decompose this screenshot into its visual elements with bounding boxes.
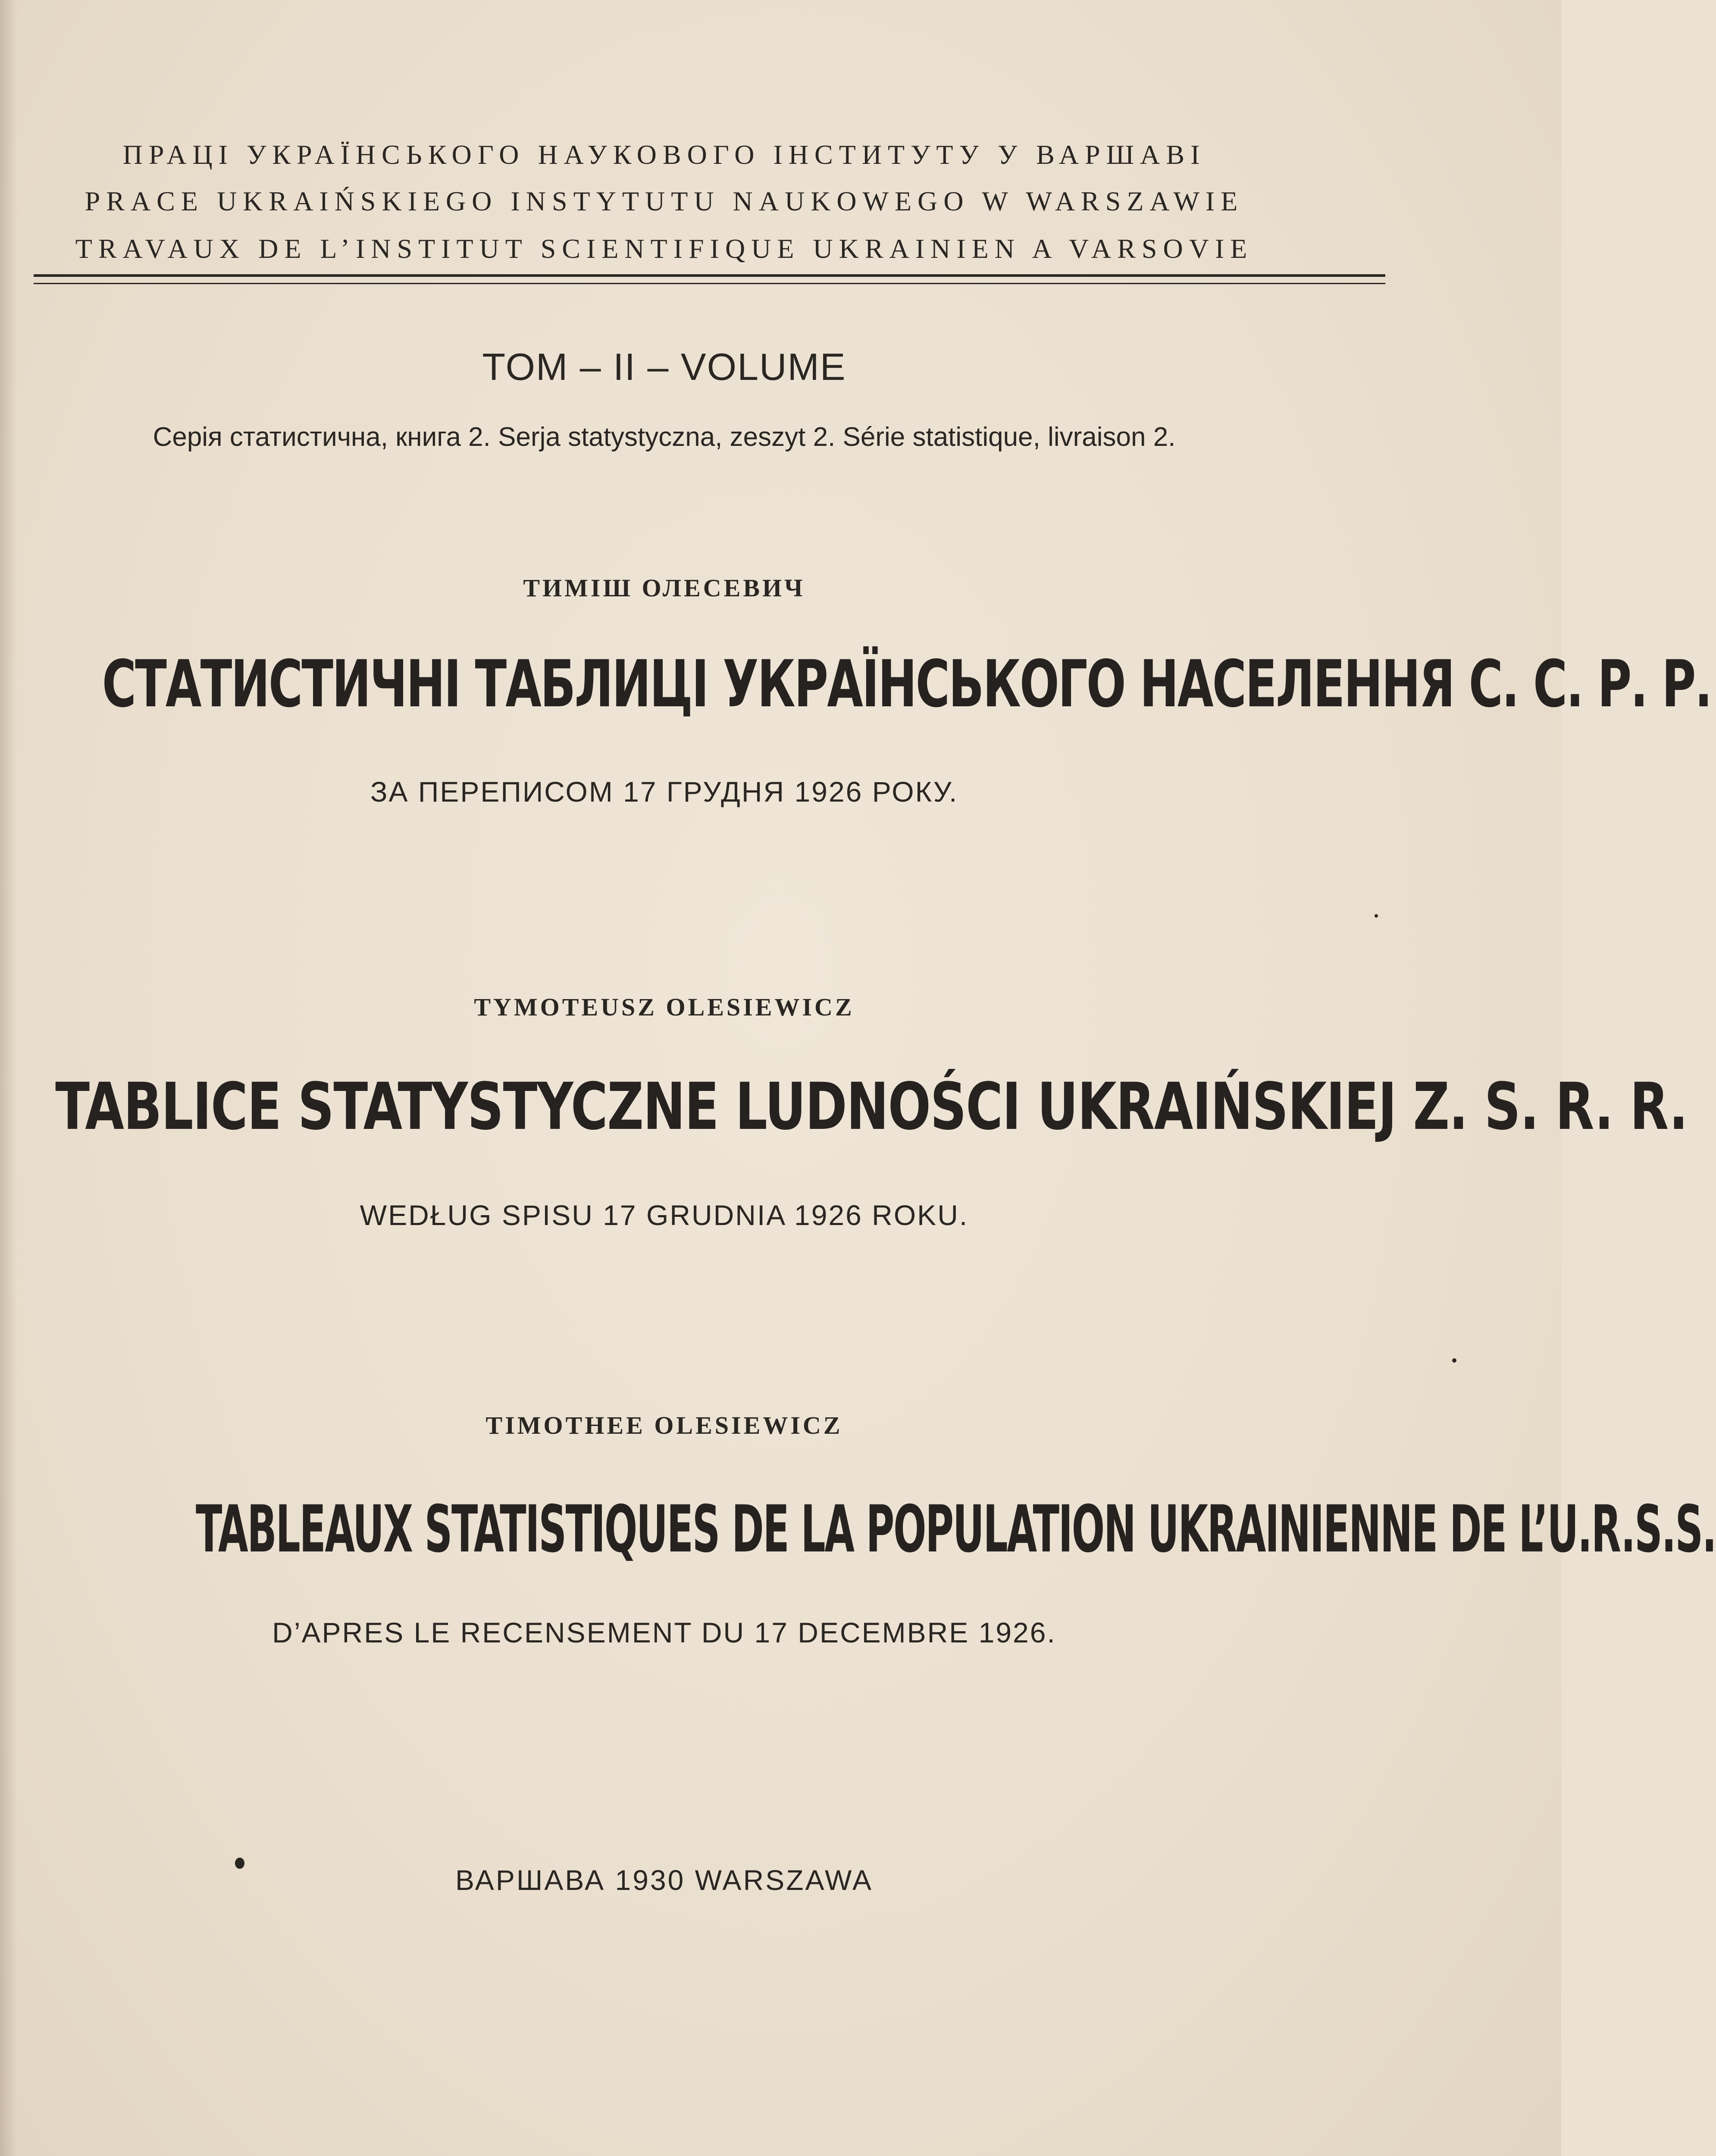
- title-polish: TABLICE STATYSTYCZNE LUDNOŚCI UKRAIŃSKIEJ Z. S. R. R.: [55, 1069, 1688, 1144]
- page-edge-shadow: [0, 0, 17, 2156]
- author-french: TIMOTHEE OLESIEWICZ: [485, 1411, 843, 1439]
- title-french: TABLEAUX STATISTIQUES DE LA POPULATION UKRAINIENNE DE L’U.R.S.S.: [196, 1492, 1716, 1567]
- header-rule-thick: [34, 274, 1385, 277]
- subtitle-polish: WEDŁUG SPISU 17 GRUDNIA 1926 ROKU.: [360, 1199, 969, 1231]
- header-french: TRAVAUX DE L’INSTITUT SCIENTIFIQUE UKRAINIEN A VARSOVIE: [75, 233, 1253, 264]
- ink-speck: [1375, 914, 1378, 918]
- ink-speck: [1452, 1358, 1456, 1363]
- ink-speck: [235, 1858, 244, 1869]
- subtitle-french: D’APRES LE RECENSEMENT DU 17 DECEMBRE 1926.: [272, 1617, 1056, 1648]
- subtitle-ukrainian: ЗА ПЕРЕПИСОМ 17 ГРУДНЯ 1926 РОКУ.: [370, 776, 958, 808]
- volume-label: TOM – II – VOLUME: [482, 345, 846, 388]
- header-ukrainian: ПРАЦІ УКРАЇНСЬКОГО НАУКОВОГО ІНСТИТУТУ У ВАРШАВІ: [122, 139, 1206, 170]
- header-rule-thin: [34, 283, 1385, 284]
- header-polish: PRACE UKRAIŃSKIEGO INSTYTUTU NAUKOWEGO W WARSZAWIE: [85, 186, 1244, 216]
- imprint: ВАРШАВА 1930 WARSZAWA: [455, 1864, 874, 1896]
- author-polish: TYMOTEUSZ OLESIEWICZ: [474, 993, 855, 1021]
- author-ukrainian: ТИМІШ ОЛЕСЕВИЧ: [523, 574, 805, 602]
- title-ukrainian: СТАТИСТИЧНІ ТАБЛИЦІ УКРАЇНСЬКОГО НАСЕЛЕННЯ С. С. Р. Р.: [102, 647, 1711, 722]
- series-note: Серія статистична, книга 2. Serja statystyczna, zeszyt 2. Série statistique, livraison 2.: [153, 422, 1176, 452]
